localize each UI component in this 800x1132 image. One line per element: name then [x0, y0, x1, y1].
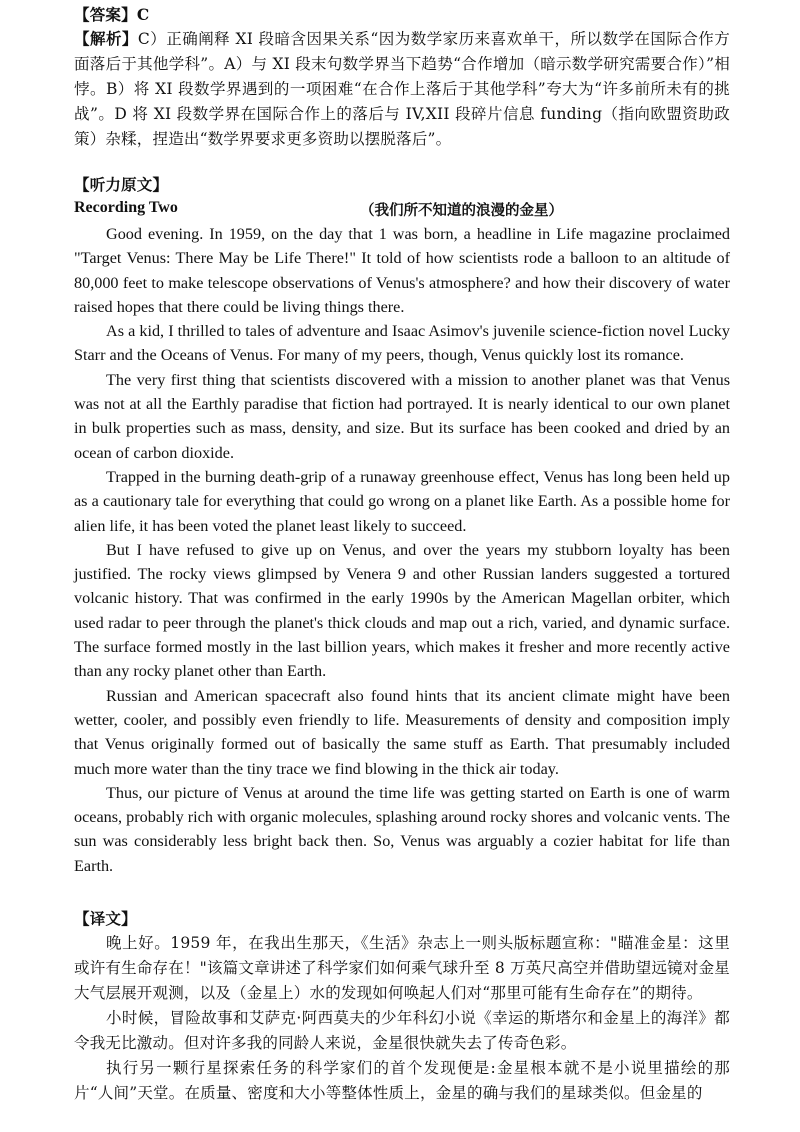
translation-heading: 【译文】 [74, 909, 137, 928]
transcript-body [74, 222, 730, 878]
transcript-paragraph: Trapped in the burning death-grip of a runaway greenhouse effect, Venus has long been held up as a cautionary tale for everything that could go wrong on a planet like Earth. As a possible home for alien life, it has been voted the planet least likely to succeed. [74, 467, 730, 535]
recording-subtitle: （我们所不知道的浪漫的金星） [360, 203, 563, 219]
transcript-paragraph: Thus, our picture of Venus at around the time life was getting started on Earth is one of warm oceans, probably rich with organic molecules, splashing around rocky shores and volcanic vents. The sun was considerably less bright back then. So, Venus was arguably a cozier habitat for life than Earth. [74, 783, 730, 875]
translation-paragraph: 小时候，冒险故事和艾萨克·阿西莫夫的少年科幻小说《幸运的斯塔尔和金星上的海洋》都令我无比激动。但对许多我的同龄人来说，金星很快就失去了传奇色彩。 [74, 1009, 730, 1052]
translation-body [74, 931, 730, 1106]
analysis-label: 【解析】 [74, 29, 138, 48]
transcript-paragraph: The very first thing that scientists discovered with a mission to another planet was that Venus was not at all the Earthly paradise that fiction had portrayed. It is nearly identical to our own planet in bulk properties such as mass, density, and size. But its surface has been cooked and dried by an ocean of carbon dioxide. [74, 370, 730, 462]
answer-label: 【答案】 [74, 5, 137, 24]
translation-paragraph: 晚上好。1959 年，在我出生那天，《生活》杂志上一则头版标题宣称："瞄准金星：这里或许有生命存在！"该篇文章讲述了科学家们如何乘气球升至 8 万英尺高空并借助望远镜对金星大气层展开观测，以及（金星上）水的发现如何唤起人们对“那里可能有生命存在”的期待。 [74, 934, 730, 1002]
answer-line [74, 2, 149, 28]
transcript-heading: 【听力原文】 [74, 175, 169, 194]
transcript-paragraph: Good evening. In 1959, on the day that 1 was born, a headline in Life magazine proclaimed "Target Venus: There May be Life There!" It told of how scientists rode a balloon to an altitude of 80,000 feet to make telescope observations of Venus's atmosphere? and how their discovery of water raised hopes that there could be living things there. [74, 225, 730, 316]
transcript-paragraph: Russian and American spacecraft also found hints that its ancient climate might have been wetter, cooler, and possibly even friendly to life. Measurements of density and composition imply that Venus originally formed out of basically the same stuff as Earth. That presumably included much more water than the tiny trace we find blowing in the thick air today. [74, 686, 730, 778]
transcript-paragraph: But I have refused to give up on Venus, and over the years my stubborn loyalty has been justified. The rocky views glimpsed by Venera 9 and other Russian landers suggested a tortured volcanic history. That was confirmed in the early 1990s by the American Magellan orbiter, which used radar to peer through the planet's thick clouds and map out a rich, varied, and dynamic surface. The surface formed mostly in the last billion years, which makes it fresher and more recently active than any rocky planet other than Earth. [74, 540, 730, 681]
analysis-text: C）正确阐释 XI 段暗含因果关系“因为数学家历来喜欢单干，所以数学在国际合作方面落后于其他学科”。A）与 XI 段末句数学界当下趋势“合作增加（暗示数学研究需要合作）”相悖。B）将 XI 段数学界遇到的一项困难“在合作上落后于其他学科”夸大为“许多前所未有的挑战”。D 将 XI 段数学界在国际合作上的落后与 IV,XII 段碎片信息 funding（指向欧盟资助政策）杂糅，捏造出“数学界要求更多资助以摆脱落后”。 [74, 30, 730, 148]
transcript-paragraph: As a kid, I thrilled to tales of adventure and Isaac Asimov's juvenile science-fiction novel Lucky Starr and the Oceans of Venus. For many of my peers, though, Venus quickly lost its romance. [74, 322, 730, 365]
answer-value: C [136, 5, 150, 24]
translation-paragraph: 执行另一颗行星探索任务的科学家们的首个发现便是:金星根本就不是小说里描绘的那片“人间”天堂。在质量、密度和大小等整体性质上，金星的确与我们的星球类似。但金星的 [74, 1059, 730, 1102]
analysis-section [74, 26, 730, 152]
recording-title-row [74, 199, 730, 217]
recording-title: Recording Two [74, 199, 178, 216]
